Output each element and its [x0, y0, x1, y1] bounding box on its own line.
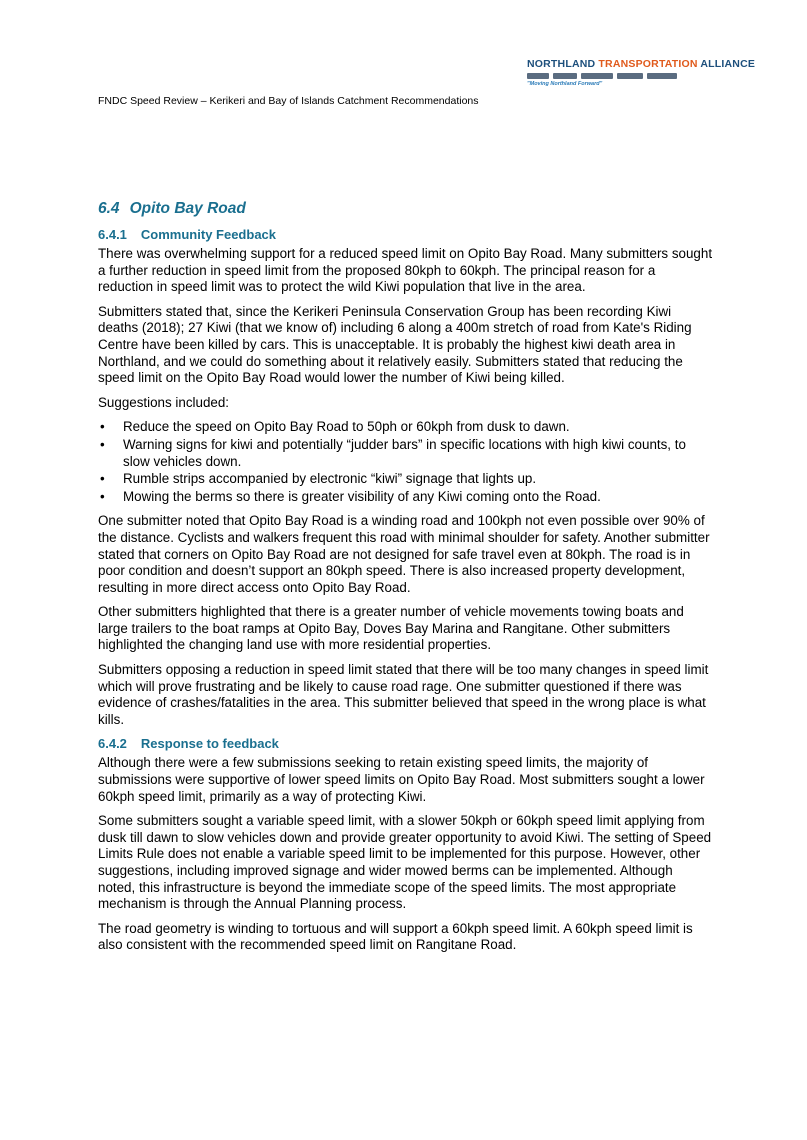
logo-title: NORTHLAND TRANSPORTATION ALLIANCE — [527, 58, 756, 70]
paragraph: Submitters stated that, since the Kerikeri Peninsula Conservation Group has been recording Kiwi deaths (2018); 27 Kiwi (that we know of) including 6 along a 400m stretch of road from Kate's Riding Centre have been killed by cars. This is unacceptable. It is probably the highest kiwi death area in Northland, and we could do something about it relatively easily. Submitters stated that reducing the speed limit on the Opito Bay Road would lower the number of Kiwi being killed. — [98, 303, 692, 386]
list-item: • Reduce the speed on Opito Bay Road to 50ph or 60kph from dusk to dawn. — [100, 419, 570, 435]
paragraph: There was overwhelming support for a reduced speed limit on Opito Bay Road. Many submitters sought a further reduction in speed limit from the proposed 80kph to 60kph. The principal reason for a reduction in speed limit was to protect the wild Kiwi population that live in the area. — [98, 246, 713, 295]
partner-logo-icon — [553, 73, 577, 79]
suggestions-list — [98, 419, 713, 505]
partner-logos-row — [527, 73, 707, 79]
paragraph: Although there were a few submissions seeking to retain existing speed limits, the majority of submissions were supportive of lower speed limits on Opito Bay Road. Most submitters sought a lower 60kph speed limit, primarily as a way of protecting Kiwi. — [98, 755, 705, 804]
subsection-heading-response-to-feedback: 6.4.2 Response to feedback — [98, 736, 279, 752]
list-item: • Mowing the berms so there is greater visibility of any Kiwi coming onto the Road. — [100, 488, 601, 504]
paragraph: Suggestions included: — [98, 394, 230, 410]
document-header-title: FNDC Speed Review – Kerikeri and Bay of Islands Catchment Recommendations — [98, 95, 479, 107]
document-body — [98, 200, 713, 962]
list-item: • Rumble strips accompanied by electronic “kiwi” signage that lights up. — [100, 471, 537, 487]
subsection-heading-community-feedback: 6.4.1 Community Feedback — [98, 227, 277, 242]
list-item: • Warning signs for kiwi and potentially “judder bars” in specific locations with high kiwi counts, to slow vehicles down. — [100, 436, 686, 469]
partner-logo-icon — [581, 73, 613, 79]
paragraph: Some submitters sought a variable speed limit, with a slower 50kph or 60kph speed limit applying from dusk till dawn to slow vehicles down and provide greater opportunity to avoid Kiwi. The setting of Speed Limits Rule does not enable a variable speed limit to be implemented for this purpose. However, other suggestions, including improved signage and wider mowed berms can be implemented. Although noted, this infrastructure is beyond the immediate scope of the speed limits. The most appropriate mechanism is through the Annual Planning process. — [98, 813, 712, 912]
paragraph: Other submitters highlighted that there is a greater number of vehicle movements towing boats and large trailers to the boat ramps at Opito Bay, Doves Bay Marina and Rangitane. Other submitters highlighted the changing land use with more residential properties. — [98, 604, 684, 653]
logo-tagline: "Moving Northland Forward" — [527, 81, 603, 87]
paragraph: One submitter noted that Opito Bay Road is a winding road and 100kph not even possible over 90% of the distance. Cyclists and walkers frequent this road with minimal shoulder for safety. Another submitter stated that corners on Opito Bay Road are not designed for safe travel even at 80kph. The road is in poor condition and doesn’t support an 80kph speed. There is also increased property development, resulting in more direct access onto Opito Bay Road. — [98, 513, 710, 595]
northland-transportation-alliance-logo — [527, 58, 756, 94]
partner-logo-icon — [617, 73, 643, 79]
partner-logo-icon — [527, 73, 549, 79]
paragraph: The road geometry is winding to tortuous and will support a 60kph speed limit. A 60kph speed limit is also consistent with the recommended speed limit on Rangitane Road. — [98, 920, 693, 953]
partner-logo-icon — [647, 73, 677, 79]
paragraph: Submitters opposing a reduction in speed limit stated that there will be too many changes in speed limit which will prove frustrating and be likely to cause road rage. One submitter questioned if there was evidence of crashes/fatalities in the area. This submitter believed that speed in the wrong place is what kills. — [98, 662, 709, 727]
section-heading: 6.4 Opito Bay Road — [98, 200, 246, 217]
